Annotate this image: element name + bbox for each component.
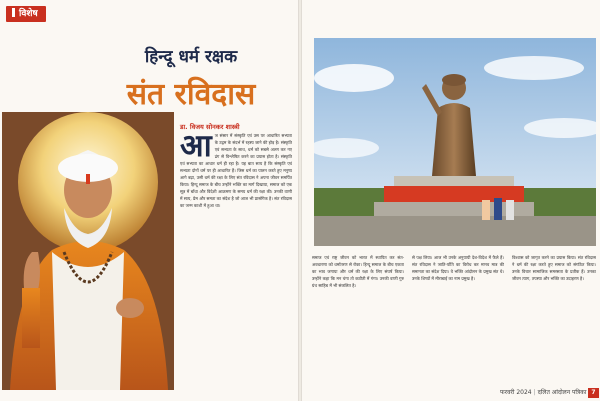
page-number: 7 [588, 388, 598, 398]
page-footer [500, 388, 599, 398]
article-byline: डा. विजय सोनकर शास्त्री [180, 123, 240, 131]
headline-line-2: संत रविदास [126, 77, 256, 112]
page-gutter [298, 0, 302, 401]
article-column-1 [180, 132, 292, 390]
statue-photo-illustration [314, 38, 596, 246]
article-column-2: समाज एवं राष्ट्र जीवन को भारत में स्थापित कर संत-अवधारणा को धर्मांतरण से रोका। हिन्दू समाज के बीच एकता का भाव जगाया और धर्म की रक्षा के लिए संघर्ष किया। उन्होंने कहा कि मन चंगा तो कठौती में गंगा। उनकी वाणी गुरु ग्रंथ साहिब में भी संकलित है। [312, 255, 404, 288]
headline-line-1: हिन्दू धर्म रक्षक [144, 47, 238, 67]
article-text-1: ज संसार में संस्कृति एवं उस पर आधारित सभ्यता के उद्गम के संदर्भ में रहस्य जाने की होड़ है। संस्कृति एवं सभ्यता के साथ, धर्म को सबसे अलग कर नए ढंग से विश्लेषित करने का प्रयास होता है। संस्कृति एवं सभ्यता का आधार धर्म ही रहा है। यह बात सत्य है कि संस्कृति एवं सभ्यता दोनों धर्म पर ही आधारित हैं। जिस धर्म का पालन करते हुए मनुष्य आगे बढ़ा, उसी धर्म की रक्षा के लिए संत रविदास ने अपना जीवन समर्पित किया। हिन्दू समाज के बीच उन्होंने भक्ति का मार्ग दिखाया, समाज को एक सूत्र में बाँधा और विदेशी आक्रमण के समय धर्म की रक्षा की। उनकी वाणी में सत्य, प्रेम और समता का संदेश है जो आज भी प्रासंगिक है। संत रविदास का जन्म काशी में हुआ था। [180, 133, 292, 208]
section-tag: विशेष [6, 6, 46, 22]
article-column-4: विश्वास को जागृत करने का प्रयास किया। संत रविदास ने धर्म की रक्षा करते हुए समाज को संगठित किया। उनके विचार सामाजिक समरसता के प्रतीक हैं। उनका जीवन त्याग, तपस्या और भक्ति का उदाहरण है। [512, 255, 596, 281]
footer-month: फरवरी 2024 [500, 389, 532, 396]
footer-magazine: दलित आंदोलन पत्रिका [537, 389, 587, 396]
drop-cap: आ [180, 132, 212, 164]
sant-ravidas-portrait [2, 112, 174, 390]
portrait-illustration [2, 112, 174, 390]
sant-ravidas-statue-photo [314, 38, 596, 246]
footer-separator: | [533, 389, 536, 396]
article-column-3: से पक्ष लिया। आज भी उनके अनुयायी देश-विदेश में फैले हैं। संत रविदास ने जाति-पाँति का विरोध कर मानव मात्र की समानता का संदेश दिया। वे भक्ति आंदोलन के प्रमुख संत थे। उनके शिष्यों में मीराबाई का नाम प्रमुख है। [412, 255, 504, 281]
